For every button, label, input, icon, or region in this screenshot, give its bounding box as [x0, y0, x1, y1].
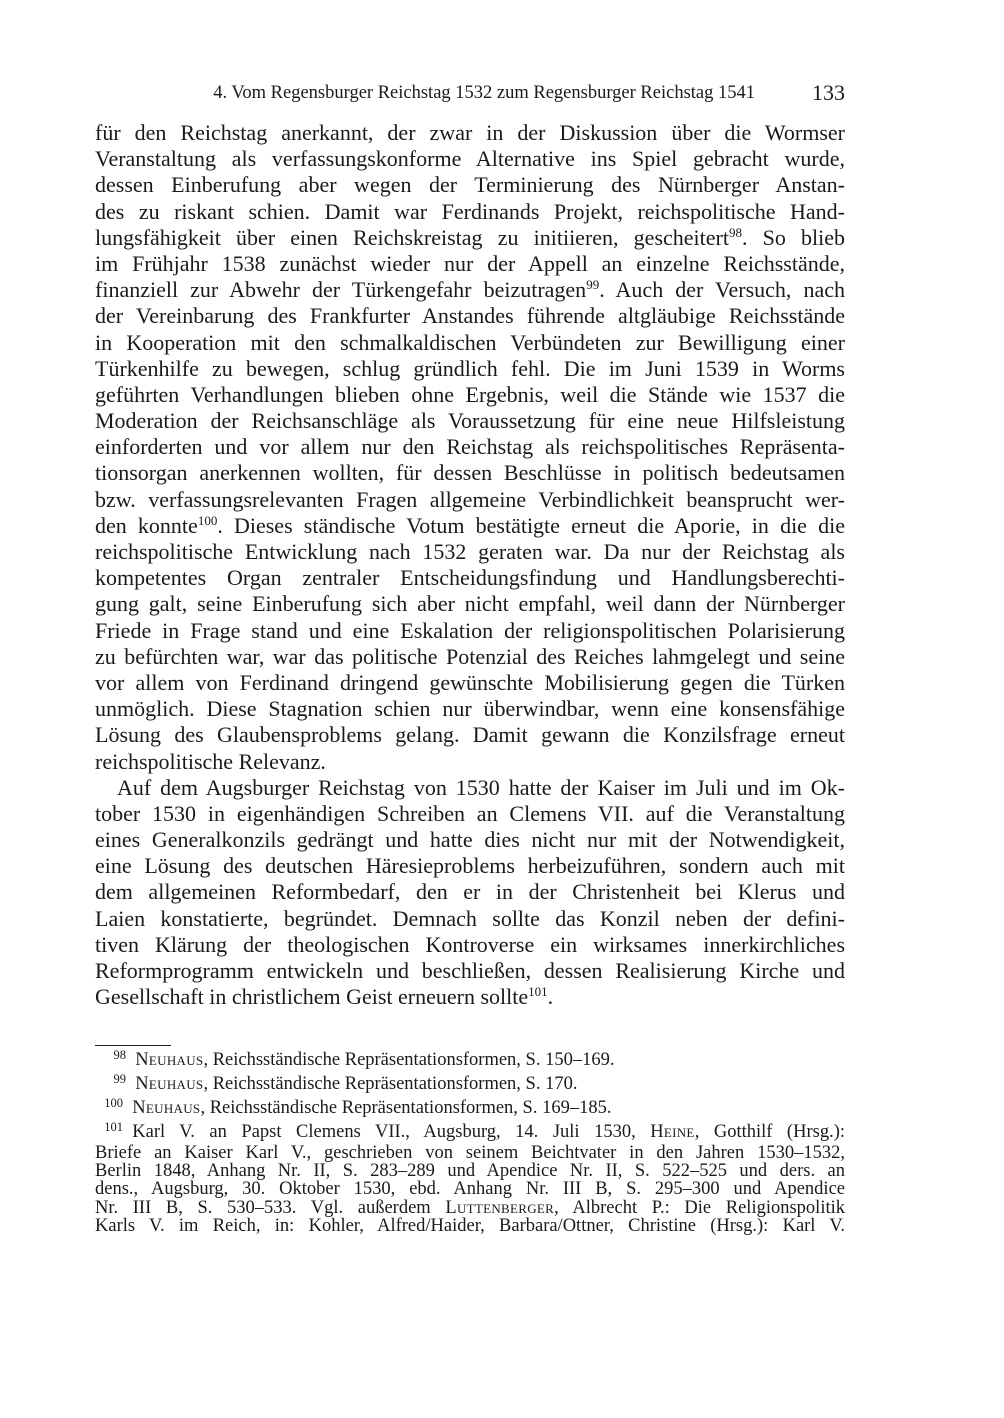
- running-head: [95, 80, 845, 108]
- text-run: . Dieses ständische Votum bestätigte erneut die Aporie, in die die: [217, 512, 845, 538]
- footnote-rule: [95, 1045, 171, 1046]
- text-line: Moderation der Reichsanschläge als Voraussetzung für eine neue Hilfsleistung: [95, 408, 845, 434]
- text-line: unmöglich. Diese Stagnation schien nur überwindbar, wenn eine konsensfähige: [95, 696, 845, 722]
- text-line: im Frühjahr 1538 zunächst wieder nur der Appell an einzelne Reichsstände,: [95, 250, 845, 276]
- footnote-text: , Albrecht P.: Die Religionspolitik: [554, 1198, 845, 1217]
- text-run: . Auch der Versuch, nach: [599, 277, 845, 303]
- footnote-text: , Reichsständische Repräsentationsformen, S. 170.: [203, 1074, 578, 1094]
- text-line: kompetentes Organ zentraler Entscheidungsfindung und Handlungsberechti-: [95, 565, 845, 591]
- text-line: Auf dem Augsburger Reichstag von 1530 hatte der Kaiser im Juli und im Ok-: [117, 774, 845, 800]
- text-line: geführten Verhandlungen blieben ohne Ergebnis, weil die Stände wie 1537 die: [95, 381, 845, 407]
- footnote-text: Nr. III B, S. 530–533. Vgl. außerdem: [95, 1198, 446, 1217]
- text-line: für den Reichstag anerkannt, der zwar in der Diskussion über die Wormser: [95, 120, 845, 145]
- footnote-line: Berlin 1848, Anhang Nr. II, S. 283–289 und Apendice Nr. II, S. 522–525 und ders. an: [95, 1162, 845, 1181]
- text-line: des zu riskant schien. Damit war Ferdinands Projekt, reichspolitische Hand-: [95, 198, 845, 224]
- footnote-ref-101[interactable]: 101: [528, 984, 548, 1000]
- text-line: eine Lösung des deutschen Häresieproblems herbeizuführen, sondern auch mit: [95, 853, 845, 879]
- text-line: Laien konstatierte, begründet. Demnach sollte das Konzil neben der defini-: [95, 905, 845, 931]
- text-line: tober 1530 in eigenhändigen Schreiben an Clemens VII. auf die Veranstaltung: [95, 800, 845, 826]
- text-line: Türkenhilfe zu bewegen, schlug gründlich fehl. Die im Juni 1539 in Worms: [95, 355, 845, 381]
- author-name: Neuhaus: [135, 1050, 204, 1070]
- page-number: 133: [812, 80, 845, 105]
- text-line: Friede in Frage stand und eine Eskalation der religionspolitischen Polarisierung: [95, 617, 845, 643]
- footnote-line: Karls V. im Reich, in: Kohler, Alfred/Haider, Barbara/Ottner, Christine (Hrsg.): Karl V.: [95, 1216, 845, 1235]
- author-name: Neuhaus: [135, 1074, 204, 1094]
- text-line: Veranstaltung als verfassungskonforme Alternative ins Spiel gebracht wurde,: [95, 146, 845, 172]
- text-run: .: [547, 984, 554, 1010]
- footnote-101: [95, 1120, 845, 1235]
- text-line: vor allem von Ferdinand dringend gewünschte Mobilisierung gegen die Türken: [95, 669, 845, 695]
- text-line: eines Generalkonzils gedrängt und hatte dies nicht nur mit der Notwendigkeit,: [95, 827, 845, 853]
- footnote-ref-98[interactable]: 98: [728, 224, 742, 240]
- text-run: finanziell zur Abwehr der Türkengefahr beizutragen: [95, 277, 587, 303]
- footnote-line: 101 Karl V. an Papst Clemens VII., Augsburg, 14. Juli 1530, Heine, Gotthilf (Hrsg.):: [104, 1120, 845, 1142]
- text-line: Lösung des Glaubensproblems gelang. Damit gewann die Konzilsfrage erneut: [95, 722, 845, 748]
- text-line: tionsorgan anerkennen wollten, für dessen Beschlüsse in politisch bedeutsamen: [95, 460, 845, 486]
- text-line: in Kooperation mit den schmalkaldischen Verbündeten zur Bewilligung einer: [95, 329, 845, 355]
- text-line: [95, 513, 845, 539]
- text-run: den konnte: [95, 512, 198, 538]
- text-line: gung galt, seine Einberufung sich aber nicht empfahl, weil dann der Nürnberger: [95, 591, 845, 617]
- text-line: reichspolitische Relevanz.: [95, 748, 326, 774]
- footnote-line: dens., Augsburg, 30. Oktober 1530, ebd. Anhang Nr. III B, S. 295–300 und Apendice: [95, 1180, 845, 1199]
- footnote-text: , Reichsständische Repräsentationsformen, S. 150–169.: [203, 1050, 615, 1070]
- footnote-line: Briefe an Kaiser Karl V., geschrieben von seinem Beichtvater in den Jahren 1530–1532,: [95, 1144, 845, 1163]
- footnote-text: , Gotthilf (Hrsg.):: [694, 1122, 845, 1142]
- footnote-100: 100 Neuhaus, Reichsständische Repräsentationsformen, S. 169–185.: [104, 1096, 612, 1118]
- footnotes: [95, 1048, 845, 1235]
- author-name: Luttenberger: [445, 1198, 555, 1217]
- running-title: 4. Vom Regensburger Reichstag 1532 zum Regensburger Reichstag 1541: [213, 83, 755, 103]
- text-run: lungsfähigkeit über einen Reichskreistag zu initiieren, gescheitert: [95, 224, 729, 250]
- text-line: tiven Klärung der theologischen Kontroverse ein wirksames innerkirchliches: [95, 931, 845, 957]
- text-line: dem allgemeinen Reformbedarf, den er in der Christenheit bei Klerus und: [95, 879, 845, 905]
- text-line: reichspolitische Entwicklung nach 1532 geraten war. Da nur der Reichstag als: [95, 539, 845, 564]
- footnote-99: 99 Neuhaus, Reichsständische Repräsentationsformen, S. 170.: [113, 1072, 578, 1094]
- author-name: Neuhaus: [132, 1098, 201, 1118]
- footnote-line: [95, 1199, 845, 1217]
- text-line: [95, 277, 845, 303]
- text-run: Gesellschaft in christlichem Geist erneuern sollte: [95, 984, 529, 1010]
- footnote-ref-99[interactable]: 99: [586, 277, 600, 293]
- footnote-ref-100[interactable]: 100: [197, 512, 218, 528]
- footnote-text: , Reichsständische Repräsentationsformen, S. 169–185.: [200, 1098, 612, 1118]
- text-run: . So blieb: [741, 224, 845, 250]
- text-line: bzw. verfassungsrelevanten Fragen allgemeine Verbindlichkeit beansprucht wer-: [95, 486, 845, 512]
- footnote-98: 98 Neuhaus, Reichsständische Repräsentationsformen, S. 150–169.: [113, 1048, 615, 1070]
- body-text: [95, 120, 845, 1010]
- text-line: [95, 984, 845, 1010]
- text-line: einforderten und vor allem nur den Reichstag als reichspolitisches Repräsenta-: [95, 434, 845, 460]
- text-line: zu befürchten war, war das politische Potenzial des Reiches lahmgelegt und seine: [95, 643, 845, 669]
- text-line: dessen Einberufung aber wegen der Terminierung des Nürnberger Anstan-: [95, 172, 845, 198]
- text-line: [95, 225, 845, 251]
- author-name: Heine: [650, 1122, 695, 1142]
- text-line: Reformprogramm entwickeln und beschließen, dessen Realisierung Kirche und: [95, 958, 845, 983]
- text-line: der Vereinbarung des Frankfurter Anstandes führende altgläubige Reichsstände: [95, 303, 845, 329]
- footnote-text: Karl V. an Papst Clemens VII., Augsburg, 14. Juli 1530,: [132, 1122, 651, 1142]
